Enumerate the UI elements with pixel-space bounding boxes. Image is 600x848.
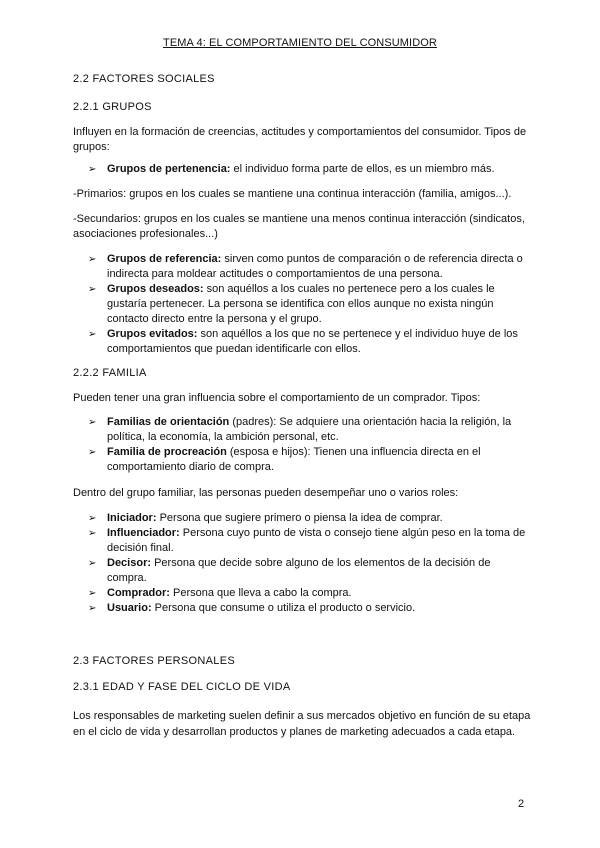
arrow-bullet-icon: ➢ bbox=[88, 254, 97, 265]
arrow-bullet-icon: ➢ bbox=[88, 417, 97, 428]
arrow-bullet-icon: ➢ bbox=[88, 528, 97, 539]
definition: el individuo forma parte de ellos, es un miembro más. bbox=[230, 163, 495, 175]
term: Grupos evitados: bbox=[107, 328, 198, 340]
term: Comprador: bbox=[107, 587, 170, 599]
list-item bbox=[73, 282, 533, 327]
term: Grupos deseados: bbox=[107, 283, 204, 295]
arrow-bullet-icon: ➢ bbox=[88, 513, 97, 524]
section-heading-2-3: 2.3 FACTORES PERSONALES bbox=[73, 655, 235, 667]
term: Influenciador: bbox=[107, 527, 180, 539]
definition: (padres): Se adquiere una orientación hacia la religión, la política, la economía, la ambición personal, etc. bbox=[107, 416, 512, 443]
arrow-bullet-icon: ➢ bbox=[88, 329, 97, 340]
primarios-paragraph: -Primarios: grupos en los cuales se mantiene una continua interacción (familia, amigos...). bbox=[73, 188, 512, 200]
document-body bbox=[73, 70, 533, 740]
arrow-bullet-icon: ➢ bbox=[88, 447, 97, 458]
term: Grupos de pertenencia: bbox=[107, 163, 231, 175]
definition: Persona que consume o utiliza el producto o servicio. bbox=[151, 602, 416, 614]
list-item bbox=[73, 556, 533, 586]
grupos-intro: Influyen en la formación de creencias, actitudes y comportamientos del consumidor. Tipos de grupos: bbox=[73, 126, 527, 153]
document-title: TEMA 4: EL COMPORTAMIENTO DEL CONSUMIDOR bbox=[163, 37, 437, 49]
roles-list bbox=[73, 511, 533, 616]
group-types-list bbox=[73, 252, 533, 357]
subsection-heading-2-2-1: 2.2.1 GRUPOS bbox=[73, 101, 152, 113]
subsection-heading-2-3-1: 2.3.1 EDAD Y FASE DEL CICLO DE VIDA bbox=[73, 681, 291, 693]
secundarios-paragraph: -Secundarios: grupos en los cuales se mantiene una menos continua interacción (sindicatos, asociaciones profesionales...) bbox=[73, 213, 525, 240]
arrow-bullet-icon: ➢ bbox=[88, 603, 97, 614]
term: Familia de procreación bbox=[107, 446, 227, 458]
list-item bbox=[73, 526, 533, 556]
list-item bbox=[73, 445, 533, 475]
pertenencia-list bbox=[73, 162, 533, 177]
arrow-bullet-icon: ➢ bbox=[88, 284, 97, 295]
page-number: 2 bbox=[518, 798, 525, 810]
definition: Persona cuyo punto de vista o consejo tiene algún peso en la toma de decisión final. bbox=[107, 527, 526, 554]
definition: son aquéllos a los que no se pertenece y el individuo huye de los comportamientos que puedan identificarle con ellos. bbox=[107, 328, 518, 355]
definition: (esposa e hijos): Tienen una influencia directa en el comportamiento diario de compra. bbox=[107, 446, 481, 473]
term: Iniciador: bbox=[107, 512, 157, 524]
list-item bbox=[73, 601, 533, 616]
list-item bbox=[73, 327, 533, 357]
term: Grupos de referencia: bbox=[107, 253, 222, 265]
definition: Persona que decide sobre alguno de los elementos de la decisión de compra. bbox=[107, 557, 491, 584]
arrow-bullet-icon: ➢ bbox=[88, 588, 97, 599]
list-item bbox=[73, 415, 533, 445]
ciclo-vida-paragraph: Los responsables de marketing suelen definir a sus mercados objetivo en función de su etapa en el ciclo de vida y desarrollan productos y planes de marketing adecuados a cada etapa. bbox=[73, 710, 531, 738]
term: Usuario: bbox=[107, 602, 152, 614]
roles-intro: Dentro del grupo familiar, las personas pueden desempeñar uno o varios roles: bbox=[73, 487, 459, 499]
family-types-list bbox=[73, 415, 533, 475]
arrow-bullet-icon: ➢ bbox=[88, 164, 97, 175]
list-item-pertenencia bbox=[73, 162, 533, 177]
definition: Persona que sugiere primero o piensa la idea de comprar. bbox=[156, 512, 443, 524]
definition: sirven como puntos de comparación o de referencia directa o indirecta para moldear actitudes o comportamientos de una persona. bbox=[107, 253, 523, 280]
section-heading-2-2: 2.2 FACTORES SOCIALES bbox=[73, 73, 215, 85]
term: Decisor: bbox=[107, 557, 152, 569]
list-item bbox=[73, 252, 533, 282]
definition: son aquéllos a los cuales no pertenece pero a los cuales le gustaría pertenecer. La persona se identifica con ellos aunque no exista ningún contacto directo entre la persona y el grupo. bbox=[107, 283, 495, 325]
definition: Persona que lleva a cabo la compra. bbox=[169, 587, 352, 599]
subsection-heading-2-2-2: 2.2.2 FAMILIA bbox=[73, 367, 147, 379]
term: Familias de orientación bbox=[107, 416, 230, 428]
list-item bbox=[73, 511, 533, 526]
arrow-bullet-icon: ➢ bbox=[88, 558, 97, 569]
list-item bbox=[73, 586, 533, 601]
familia-intro: Pueden tener una gran influencia sobre el comportamiento de un comprador. Tipos: bbox=[73, 392, 481, 404]
